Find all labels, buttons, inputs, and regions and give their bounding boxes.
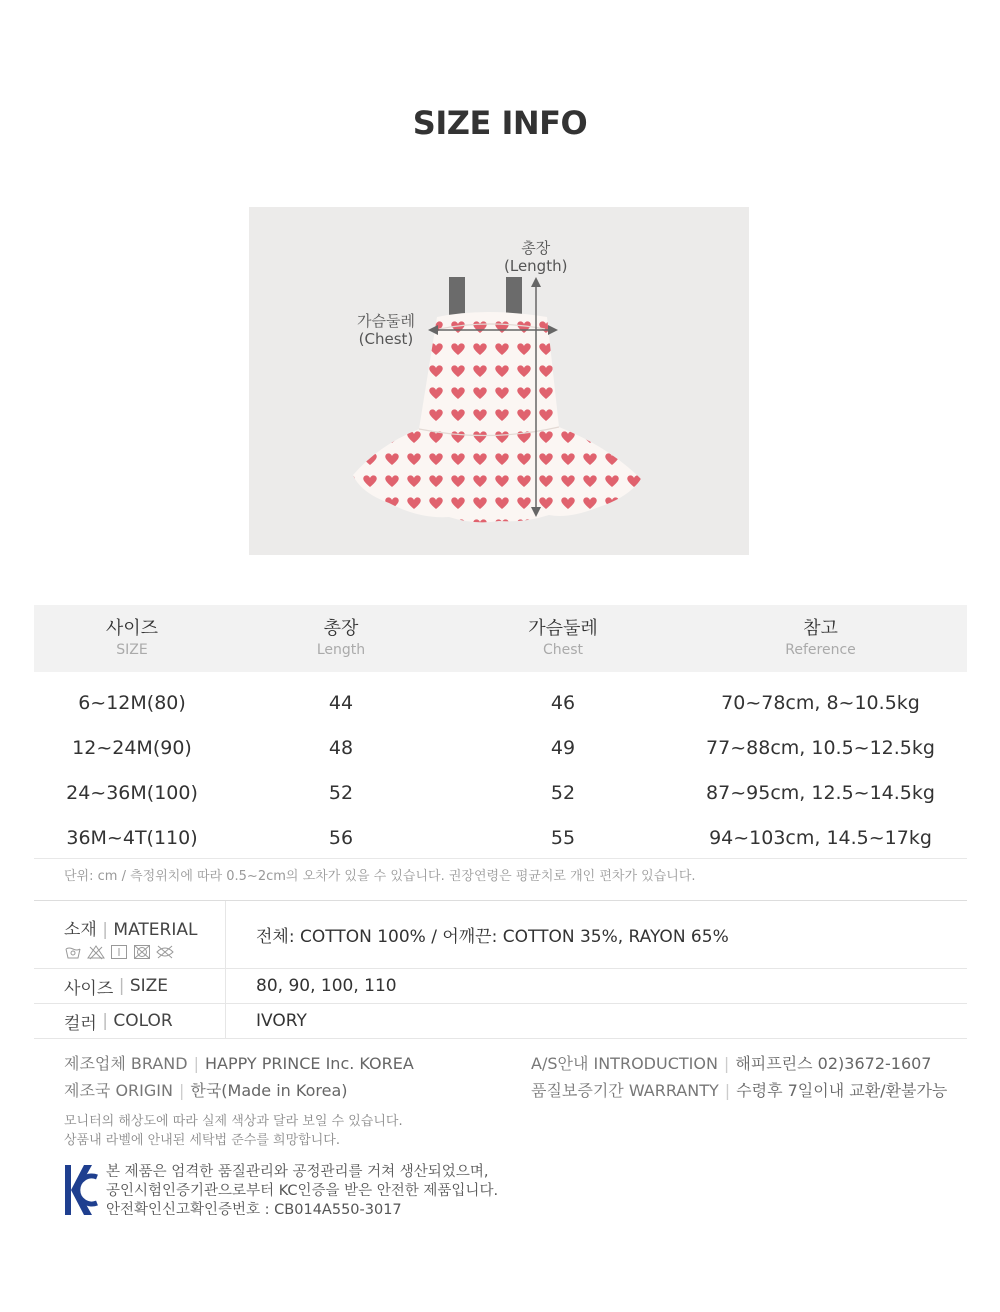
color-value: IVORY (256, 1011, 307, 1031)
cell-size: 36M~4T(110) (66, 826, 198, 849)
no-dry-clean-icon (156, 944, 174, 960)
no-bleach-icon (87, 944, 105, 960)
cell-length: 56 (328, 826, 354, 849)
size-label-ko: 사이즈 (64, 978, 114, 999)
disclaimer-notes (64, 1112, 403, 1150)
size-label: 사이즈 | SIZE (34, 969, 226, 1003)
origin-value: 한국(Made in Korea) (190, 1081, 348, 1100)
header-reference (674, 605, 967, 672)
length-label-ko: 총장 (521, 239, 551, 257)
length-label (504, 239, 567, 275)
material-row (34, 901, 967, 969)
warranty-key: 품질보증기간 WARRANTY (531, 1081, 719, 1100)
material-label-en: MATERIAL (113, 920, 198, 940)
table-row (34, 770, 967, 815)
cell-reference: 70~78cm, 8~10.5kg (721, 691, 920, 714)
product-photo (249, 207, 749, 555)
header-chest-ko: 가슴둘레 (528, 617, 598, 639)
size-row (34, 969, 967, 1004)
header-length-en: Length (316, 641, 366, 658)
header-size (34, 605, 230, 672)
cell-reference: 77~88cm, 10.5~12.5kg (706, 736, 935, 759)
header-reference-ko: 참고 (803, 617, 838, 639)
kc-certification (64, 1163, 498, 1220)
warranty-value: 수령후 7일이내 교환/환불가능 (736, 1081, 948, 1100)
brand-key: 제조업체 BRAND (64, 1054, 188, 1073)
origin-key: 제조국 ORIGIN (64, 1081, 173, 1100)
color-label: 컬러 | COLOR (34, 1004, 226, 1038)
cell-size: 24~36M(100) (66, 781, 198, 804)
cell-length: 48 (328, 736, 354, 759)
kc-line: 본 제품은 엄격한 품질관리와 공정관리를 거쳐 생산되었으며, (106, 1164, 489, 1180)
chest-label-en: (Chest) (358, 330, 414, 348)
cell-size: 6~12M(80) (78, 691, 186, 714)
note-line: 상품내 라벨에 안내된 세탁법 준수를 희망합니다. (64, 1133, 340, 1148)
header-size-en: SIZE (116, 641, 148, 658)
hand-wash-icon (64, 944, 82, 960)
kc-certificate-number: 안전확인신고확인증번호 : CB014A550-3017 (106, 1202, 402, 1218)
service-info: A/S안내 INTRODUCTION | 해피프린스 02)3672-1607 품질보증기간 WARRANTY | 수령후 7일이내 교환/환불가능 (531, 1054, 948, 1100)
color-label-ko: 컬러 (64, 1013, 97, 1034)
header-reference-en: Reference (785, 641, 856, 658)
length-label-en: (Length) (504, 257, 568, 275)
as-value: 해피프린스 02)3672-1607 (735, 1054, 932, 1073)
care-icons (64, 944, 225, 960)
cell-chest: 49 (550, 736, 576, 759)
kc-line: 공인시험인증기관으로부터 KC인증을 받은 안전한 제품입니다. (106, 1183, 499, 1199)
cell-length: 44 (328, 691, 354, 714)
color-row (34, 1004, 967, 1039)
size-table (34, 605, 967, 860)
chest-label-ko: 가슴둘레 (357, 312, 415, 330)
cell-reference: 94~103cm, 14.5~17kg (709, 826, 932, 849)
cell-size: 12~24M(90) (72, 736, 192, 759)
kc-mark-icon (64, 1163, 98, 1217)
cell-chest: 52 (550, 781, 576, 804)
table-row (34, 672, 967, 725)
cell-chest: 55 (550, 826, 576, 849)
material-label: 소재 | MATERIAL (34, 901, 226, 968)
color-label-en: COLOR (113, 1011, 173, 1031)
cell-reference: 87~95cm, 12.5~14.5kg (706, 781, 935, 804)
kc-text (106, 1163, 498, 1220)
note-line: 모니터의 해상도에 따라 실제 색상과 달라 보일 수 있습니다. (64, 1114, 403, 1129)
material-value: 전체: COTTON 100% / 어깨끈: COTTON 35%, RAYON 65% (256, 927, 729, 947)
table-row (34, 725, 967, 770)
page-title: SIZE INFO (412, 104, 588, 142)
size-value: 80, 90, 100, 110 (256, 976, 397, 996)
size-table-header (34, 605, 967, 672)
as-key: A/S안내 INTRODUCTION (531, 1054, 718, 1073)
header-length-ko: 총장 (323, 617, 359, 639)
header-size-ko: 사이즈 (105, 617, 159, 639)
header-chest (452, 605, 674, 672)
header-chest-en: Chest (542, 641, 584, 658)
material-label-ko: 소재 (64, 920, 97, 940)
product-info-table (34, 900, 967, 1039)
size-label-en: SIZE (129, 976, 169, 996)
no-tumble-dry-icon (133, 944, 151, 960)
dry-flat-icon (110, 944, 128, 960)
manufacturer-info: 제조업체 BRAND | HAPPY PRINCE Inc. KOREA 제조국 ORIGIN | 한국(Made in Korea) (64, 1054, 414, 1100)
cell-chest: 46 (550, 691, 576, 714)
chest-label (357, 312, 415, 348)
header-length (230, 605, 452, 672)
table-row (34, 815, 967, 860)
brand-value: HAPPY PRINCE Inc. KOREA (204, 1054, 414, 1073)
measurement-note: 단위: cm / 측정위치에 따라 0.5~2cm의 오차가 있을 수 있습니다. 권장연령은 평균치로 개인 편차가 있습니다. (34, 858, 967, 884)
cell-length: 52 (328, 781, 354, 804)
